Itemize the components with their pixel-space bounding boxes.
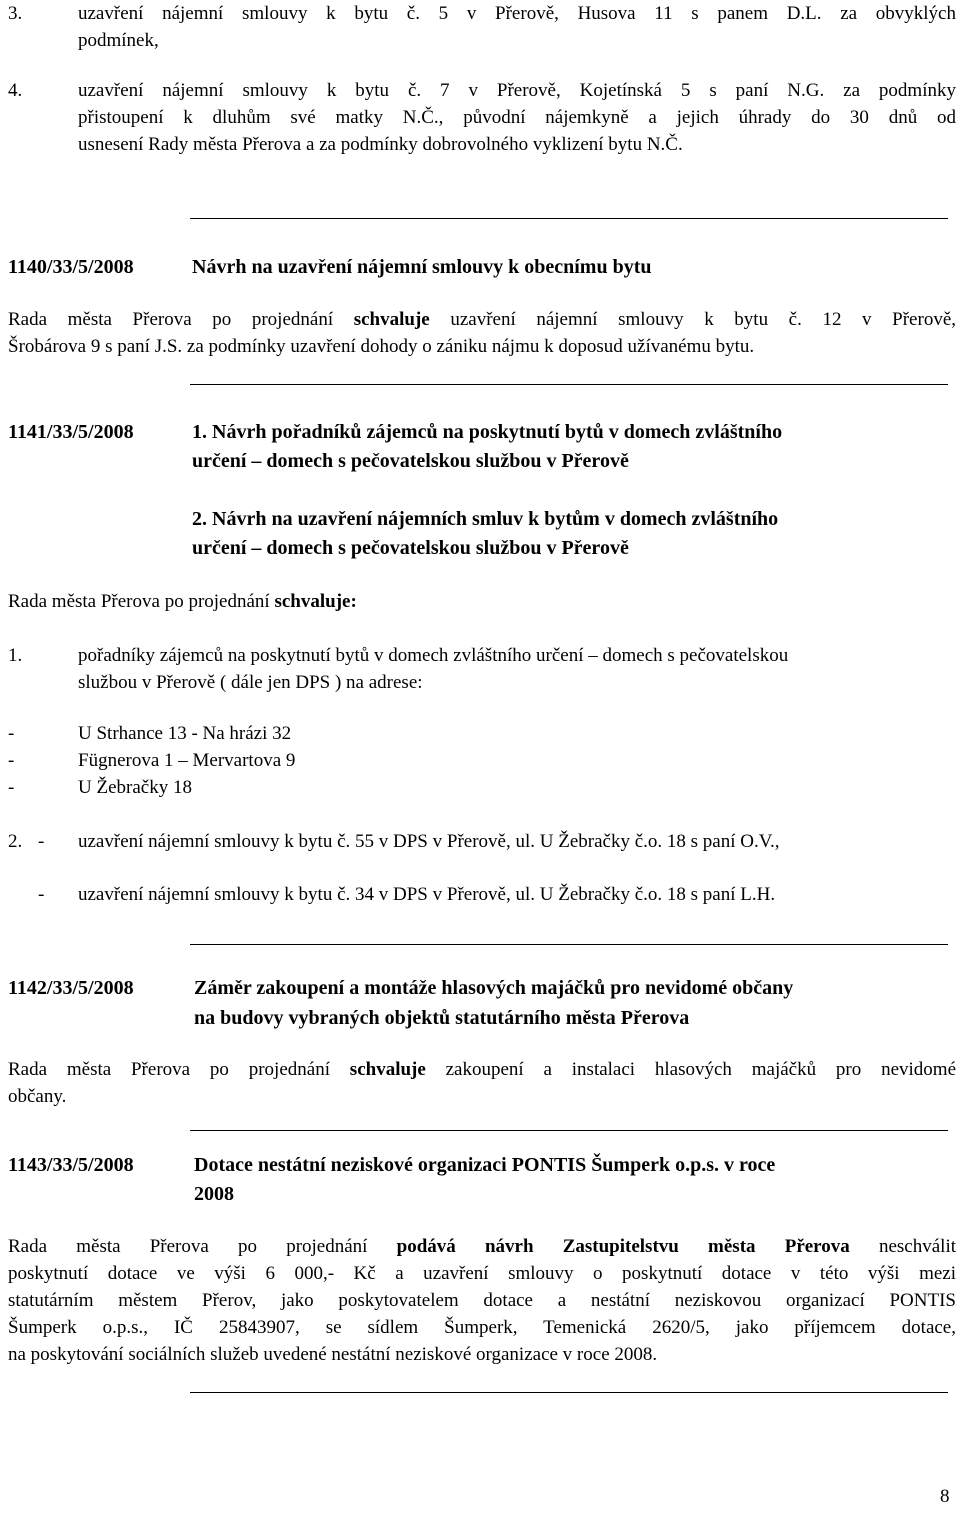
divider: [190, 218, 948, 219]
resolution-title-2-line1: 2. Návrh na uzavření nájemních smluv k bytům v domech zvláštního: [192, 508, 779, 530]
resolution-title-1-line2: určení – domech s pečovatelskou službou v Přerově: [192, 450, 629, 472]
divider: [190, 1130, 948, 1131]
resolution-text-line1: Rada města Přerova po projednání schvaluje zakoupení a instalaci hlasových majáčků pro nevidomé: [8, 1059, 956, 1080]
list-item-number: 2.: [8, 831, 23, 852]
address-dash: -: [8, 750, 15, 771]
list-item-dash: -: [38, 831, 45, 852]
resolution-number: 1142/33/5/2008: [8, 977, 134, 999]
item-3-line1: uzavření nájemní smlouvy k bytu č. 5 v Přerově, Husova 11 s panem D.L. za obvyklých: [78, 3, 956, 24]
divider: [190, 384, 948, 385]
resolution-number: 1143/33/5/2008: [8, 1154, 134, 1176]
resolution-text-line1: Rada města Přerova po projednání podává návrh Zastupitelstvu města Přerova neschválit: [8, 1236, 956, 1257]
page-number: 8: [940, 1486, 950, 1507]
resolution-title-1-line1: 1. Návrh pořadníků zájemců na poskytnutí bytů v domech zvláštního: [192, 421, 783, 443]
item-4-line2: přistoupení k dluhům své matky N.Č., původní nájemkyně a jejich úhrady do 30 dnů od: [78, 107, 956, 128]
item-3-number: 3.: [8, 3, 23, 24]
divider: [190, 1392, 948, 1393]
resolution-text-line1: Rada města Přerova po projednání schvaluje uzavření nájemní smlouvy k bytu č. 12 v Přerově,: [8, 309, 957, 330]
item-4-number: 4.: [8, 80, 23, 101]
resolution-text-line2: občany.: [8, 1086, 67, 1107]
resolution-title-line2: 2008: [194, 1183, 234, 1205]
resolution-text-line4: Šumperk o.p.s., IČ 25843907, se sídlem Šumperk, Temenická 2620/5, jako příjemcem dotace,: [8, 1317, 956, 1338]
address-dash: -: [8, 723, 15, 744]
resolution-title-2-line2: určení – domech s pečovatelskou službou v Přerově: [192, 537, 629, 559]
resolution-text-line5: na poskytování sociálních služeb uvedené nestátní neziskové organizace v roce 2008.: [8, 1344, 658, 1365]
item-3-line2: podmínek,: [78, 30, 159, 51]
resolution-text-line2: poskytnutí dotace ve výši 6 000,- Kč a uzavření smlouvy o poskytnutí dotace v této výši mezi: [8, 1263, 956, 1284]
address-dash: -: [8, 777, 15, 798]
resolution-number: 1141/33/5/2008: [8, 421, 134, 443]
address-item: U Žebračky 18: [78, 777, 192, 798]
resolution-title: Návrh na uzavření nájemní smlouvy k obecnímu bytu: [192, 256, 652, 278]
list-item-dash: -: [38, 884, 45, 905]
list-item-text: uzavření nájemní smlouvy k bytu č. 55 v DPS v Přerově, ul. U Žebračky č.o. 18 s paní O.V.,: [78, 831, 780, 852]
item-4-line1: uzavření nájemní smlouvy k bytu č. 7 v Přerově, Kojetínská 5 s paní N.G. za podmínky: [78, 80, 956, 101]
address-item: U Strhance 13 - Na hrázi 32: [78, 723, 292, 744]
item-4-line3: usnesení Rady města Přerova a za podmínky dobrovolného vyklizení bytu N.Č.: [78, 134, 683, 155]
resolution-text-line3: statutárním městem Přerov, jako poskytovatelem dotace a nestátní neziskovou organizací PONTIS: [8, 1290, 956, 1311]
resolution-title-line2: na budovy vybraných objektů statutárního města Přerova: [194, 1007, 690, 1029]
address-item: Fügnerova 1 – Mervartova 9: [78, 750, 296, 771]
resolution-intro: Rada města Přerova po projednání schvaluje:: [8, 591, 357, 612]
resolution-number: 1140/33/5/2008: [8, 256, 134, 278]
resolution-title-line1: Záměr zakoupení a montáže hlasových majáčků pro nevidomé občany: [194, 977, 794, 999]
list-item-text-line1: pořadníky zájemců na poskytnutí bytů v domech zvláštního určení – domech s pečovatelskou: [78, 645, 789, 666]
list-item-text-line2: službou v Přerově ( dále jen DPS ) na adrese:: [78, 672, 423, 693]
list-item-number: 1.: [8, 645, 23, 666]
divider: [190, 944, 948, 945]
list-item-text: uzavření nájemní smlouvy k bytu č. 34 v DPS v Přerově, ul. U Žebračky č.o. 18 s paní L.H.: [78, 884, 776, 905]
resolution-title-line1: Dotace nestátní neziskové organizaci PONTIS Šumperk o.p.s. v roce: [194, 1154, 776, 1176]
resolution-text-line2: Šrobárova 9 s paní J.S. za podmínky uzavření dohody o zániku nájmu k doposud užívanému bytu.: [8, 336, 755, 357]
